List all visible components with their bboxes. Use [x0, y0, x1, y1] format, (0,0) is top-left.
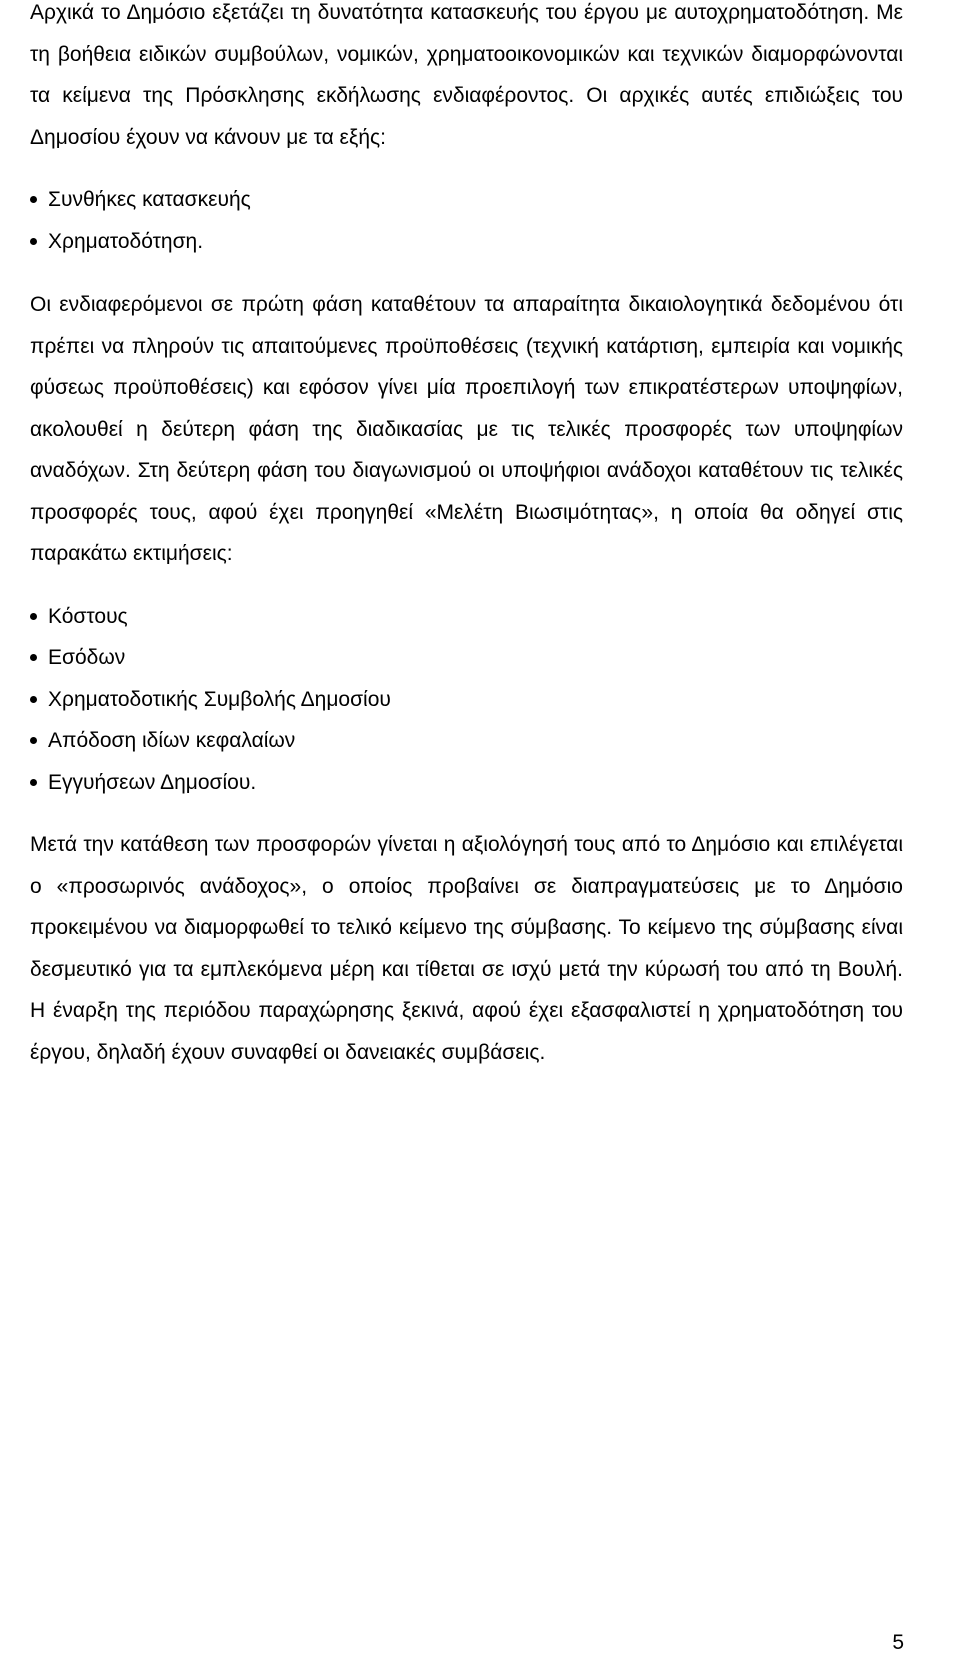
list-item: Χρηματοδοτικής Συμβολής Δημοσίου — [30, 679, 903, 721]
bullet-list-objectives — [30, 179, 903, 262]
paragraph-process: Οι ενδιαφερόμενοι σε πρώτη φάση καταθέτουν τα απαραίτητα δικαιολογητικά δεδομένου ότι πρέπει να πληρούν τις απαιτούμενες προϋποθέσεις (τεχνική κατάρτιση, εμπειρία και νομικής φύσεως προϋποθέσεις) και εφόσον γίνει μία προεπιλογή των επικρατέστερων υποψηφίων, ακολουθεί η δεύτερη φάση της διαδικασίας με τις τελικές προσφορές των υποψηφίων αναδόχων. Στη δεύτερη φάση του διαγωνισμού οι υποψήφιοι ανάδοχοι καταθέτουν τις τελικές προσφορές τους, αφού έχει προηγηθεί «Μελέτη Βιωσιμότητας», η οποία θα οδηγεί στις παρακάτω εκτιμήσεις: — [30, 293, 903, 565]
document-page — [30, 0, 903, 1073]
list-item: Κόστους — [30, 596, 903, 638]
list-item: Χρηματοδότηση. — [30, 221, 903, 263]
list-item: Εγγυήσεων Δημοσίου. — [30, 762, 903, 804]
page-number: 5 — [892, 1631, 904, 1654]
paragraph-intro: Αρχικά το Δημόσιο εξετάζει τη δυνατότητα κατασκευής του έργου με αυτοχρηματοδότηση. Με τη βοήθεια ειδικών συμβούλων, νομικών, χρηματοοικονομικών και τεχνικών διαμορφώνονται τα κείμενα της Πρόσκλησης εκδήλωσης ενδιαφέροντος. Οι αρχικές αυτές επιδιώξεις του Δημοσίου έχουν να κάνουν με τα εξής: — [30, 1, 903, 149]
bullet-list-estimates — [30, 596, 903, 804]
list-item: Εσόδων — [30, 637, 903, 679]
paragraph-evaluation: Μετά την κατάθεση των προσφορών γίνεται η αξιολόγησή τους από το Δημόσιο και επιλέγεται ο «προσωρινός ανάδοχος», ο οποίος προβαίνει σε διαπραγματεύσεις με το Δημόσιο προκειμένου να διαμορφωθεί το τελικό κείμενο της σύμβασης. Το κείμενο της σύμβασης είναι δεσμευτικό για τα εμπλεκόμενα μέρη και τίθεται σε ισχύ μετά την κύρωσή του από τη Βουλή. Η έναρξη της περιόδου παραχώρησης ξεκινά, αφού έχει εξασφαλιστεί η χρηματοδότηση του έργου, δηλαδή έχουν συναφθεί οι δανειακές συμβάσεις. — [30, 833, 903, 1064]
list-item: Απόδοση ιδίων κεφαλαίων — [30, 720, 903, 762]
list-item: Συνθήκες κατασκευής — [30, 179, 903, 221]
